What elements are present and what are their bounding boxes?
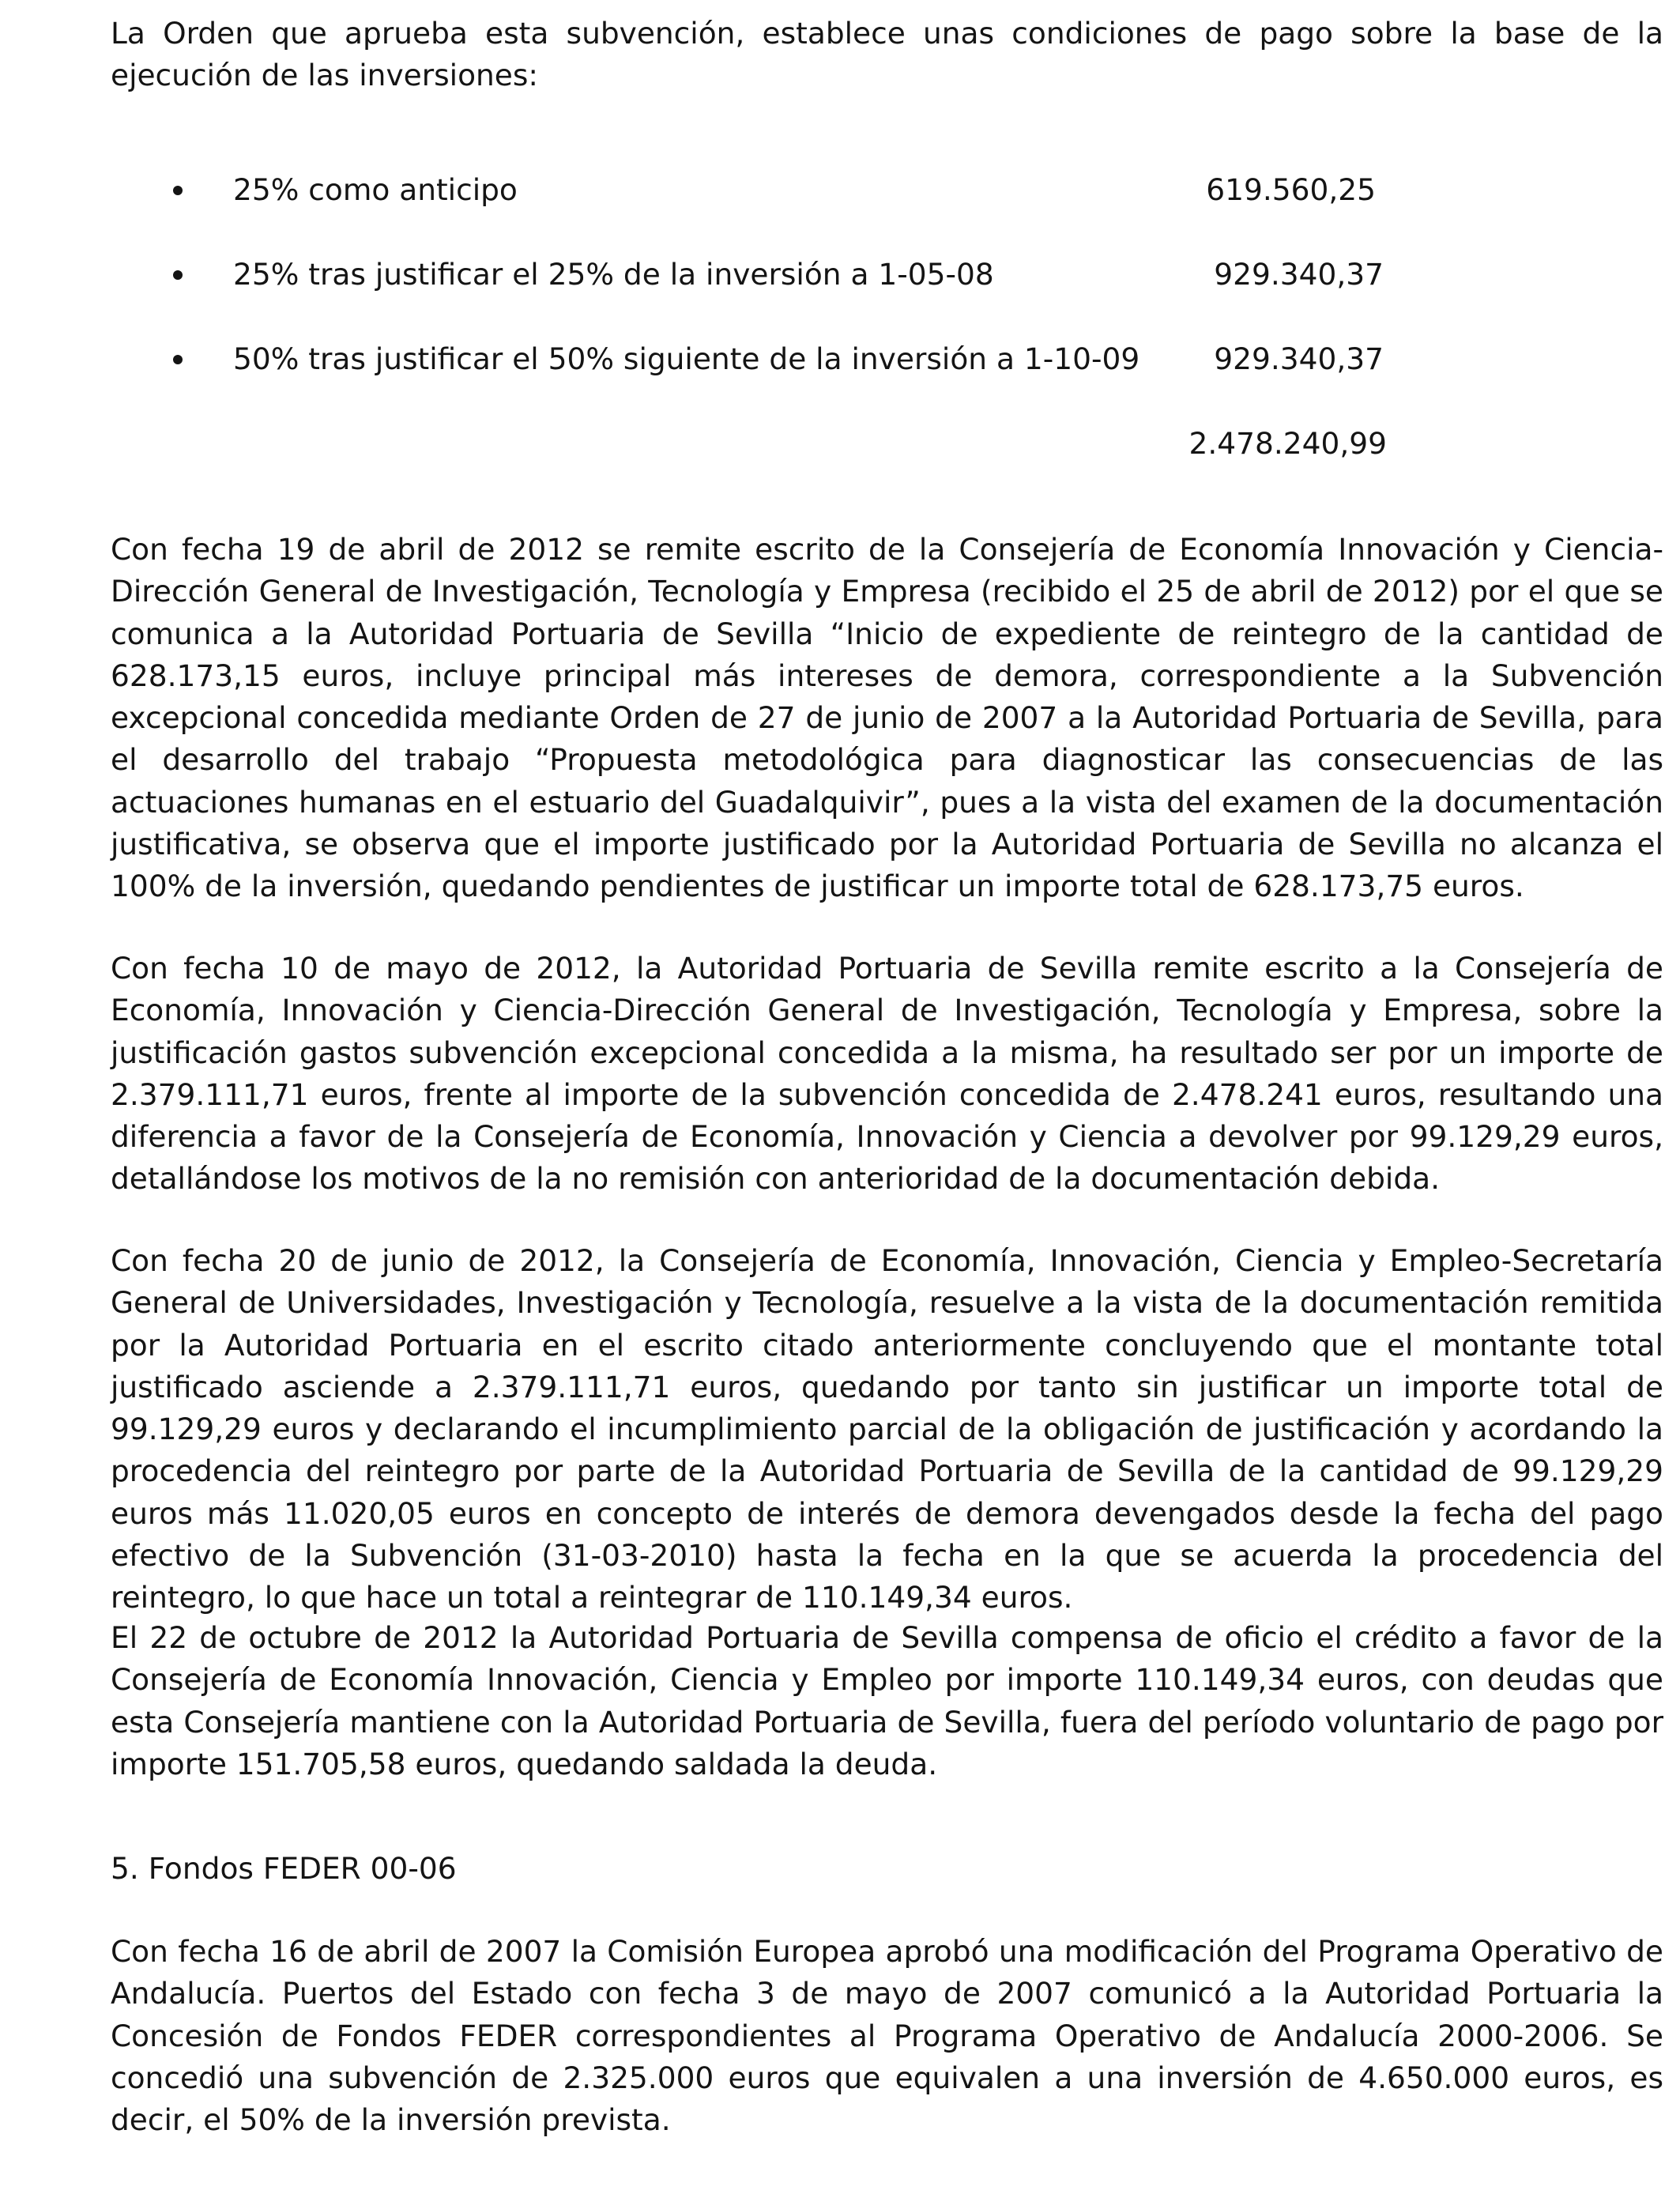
body-paragraph: Con fecha 19 de abril de 2012 se remite escrito de la Consejería de Economía Innovación y Ciencia-Dirección General de Investigación, Tecnología y Empresa (recibido el 25 de abril de 2012) por el que se comunica a la Autoridad Portuaria de Sevilla “Inicio de expediente de reintegro de la cantidad de 628.173,15 euros, incluye principal más intereses de demora, correspondiente a la Subvención excepcional concedida mediante Orden de 27 de junio de 2007 a la Autoridad Portuaria de Sevilla, para el desarrollo del trabajo “Propuesta metodológica para diagnosticar las consecuencias de las actuaciones humanas en el estuario del Guadalquivir”, pues a la vista del examen de la documentación justificativa, se observa que el importe justificado por la Autoridad Portuaria de Sevilla no alcanza el 100% de la inversión, quedando pendientes de justificar un importe total de 628.173,75 euros. xyxy=(111,532,1663,904)
intro-paragraph: La Orden que aprueba esta subvención, establece unas condiciones de pago sobre la base de la ejecución de las inversiones: xyxy=(111,16,1663,93)
payment-amount: 929.340,37 xyxy=(1214,341,1384,376)
payments-total-row xyxy=(111,422,1454,465)
payment-label: 25% tras justificar el 25% de la inversión a 1-05-08 xyxy=(233,257,994,292)
body-paragraph: El 22 de octubre de 2012 la Autoridad Portuaria de Sevilla compensa de oficio el crédito a favor de la Consejería de Economía Innovación, Ciencia y Empleo por importe 110.149,34 euros, con deudas que esta Consejería mantiene con la Autoridad Portuaria de Sevilla, fuera del período voluntario de pago por importe 151.705,58 euros, quedando saldada la deuda. xyxy=(111,1620,1663,1781)
payment-item xyxy=(111,337,1454,380)
feder-paragraph: Con fecha 16 de abril de 2007 la Comisión Europea aprobó una modificación del Programa Operativo de Andalucía. Puertos del Estado con fecha 3 de mayo de 2007 comunicó a la Autoridad Portuaria la Concesión de Fondos FEDER correspondientes al Programa Operativo de Andalucía 2000-2006. Se concedió una subvención de 2.325.000 euros que equivalen a una inversión de 4.650.000 euros, es decir, el 50% de la inversión prevista. xyxy=(111,1934,1663,2138)
body-paragraph: Con fecha 10 de mayo de 2012, la Autoridad Portuaria de Sevilla remite escrito a la Consejería de Economía, Innovación y Ciencia-Dirección General de Investigación, Tecnología y Empresa, sobre la justificación gastos subvención excepcional concedida a la misma, ha resultado ser por un importe de 2.379.111,71 euros, frente al importe de la subvención concedida de 2.478.241 euros, resultando una diferencia a favor de la Consejería de Economía, Innovación y Ciencia a devolver por 99.129,29 euros, detallándose los motivos de la no remisión con anterioridad de la documentación debida. xyxy=(111,951,1663,1197)
payment-label: 50% tras justificar el 50% siguiente de la inversión a 1-10-09 xyxy=(233,341,1140,376)
body-paragraph: Con fecha 20 de junio de 2012, la Consejería de Economía, Innovación, Ciencia y Empleo-Secretaría General de Universidades, Investigación y Tecnología, resuelve a la vista de la documentación remitida por la Autoridad Portuaria en el escrito citado anteriormente concluyendo que el montante total justificado asciende a 2.379.111,71 euros, quedando por tanto sin justificar un importe total de 99.129,29 euros y declarando el incumplimiento parcial de la obligación de justificación y acordando la procedencia del reintegro por parte de la Autoridad Portuaria de Sevilla de la cantidad de 99.129,29 euros más 11.020,05 euros en concepto de interés de demora devengados desde la fecha del pago efectivo de la Subvención (31-03-2010) hasta la fecha en la que se acuerda la procedencia del reintegro, lo que hace un total a reintegrar de 110.149,34 euros. xyxy=(111,1243,1663,1615)
payments-total: 2.478.240,99 xyxy=(1188,426,1387,461)
payment-amount: 619.560,25 xyxy=(1206,172,1376,207)
section-heading: 5. Fondos FEDER 00-06 xyxy=(111,1851,457,1886)
payment-label: 25% como anticipo xyxy=(233,172,518,207)
bullet-icon xyxy=(173,355,183,364)
bullet-icon xyxy=(173,270,183,280)
bullet-icon xyxy=(173,186,183,195)
payment-amount: 929.340,37 xyxy=(1214,257,1384,292)
payment-item xyxy=(111,168,1454,211)
payment-item xyxy=(111,253,1454,296)
